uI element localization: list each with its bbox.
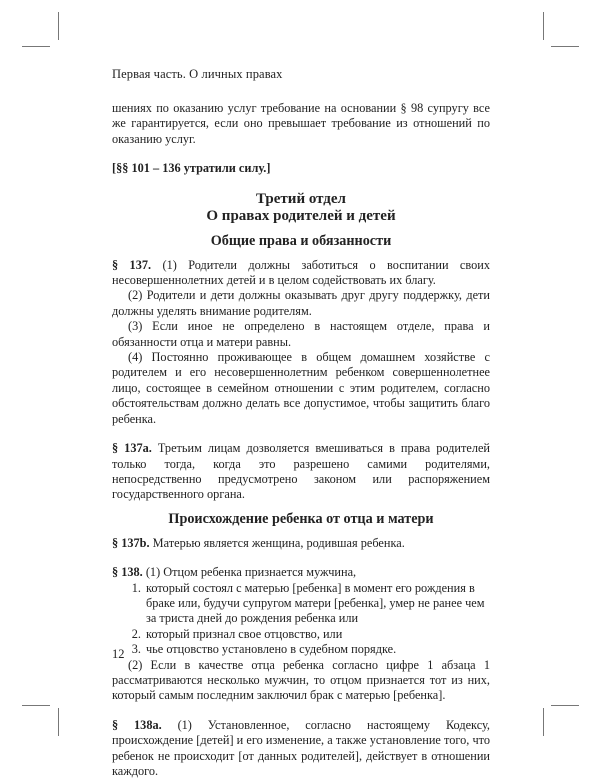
- paragraph-138-2: (2) Если в качестве отца ребенка согласно цифре 1 абзаца 1 рассматриваются несколько мужчин, то отцом признается тот из них, который самым последним заключил брак с матерью [ребенка].: [112, 657, 490, 703]
- page-number: 12: [112, 647, 125, 661]
- subsection-title-general: Общие права и обязанности: [210, 232, 392, 249]
- section-title-line2: О правах родителей и детей: [206, 207, 396, 224]
- paragraph-138-1: § 138. (1) Отцом ребенка признается мужчина,: [112, 565, 357, 580]
- crop-mark: [551, 705, 579, 706]
- repealed-note: [§§ 101 – 136 утратили силу.]: [112, 161, 271, 176]
- continuation-paragraph: шениях по оказанию услуг требование на основании § 98 супругу все же гарантируется, если оно превышает требование из отношений по оказанию услуг.: [112, 101, 490, 146]
- paragraph-137-2: (2) Родители и дети должны оказывать друг другу поддержку, дети должны уделять внимание родителям.: [112, 288, 490, 318]
- paragraph-138-list: [112, 581, 490, 658]
- paragraph-138a: § 138a. (1) Установленное, согласно настоящему Кодексу, происхождение [детей] и его изменение, а также установление того, что ребенок не происходит [от данных родителей], действует в отношении каждого.: [112, 717, 490, 778]
- crop-mark: [543, 12, 544, 40]
- paragraph-137-1: § 137. (1) Родители должны заботиться о воспитании своих несовершеннолетних детей и в целом содействовать их благу.: [112, 257, 490, 288]
- list-item: 3. чье отцовство установлено в судебном порядке.: [131, 642, 397, 657]
- crop-mark: [22, 46, 50, 47]
- paragraph-137b: § 137b. Матерью является женщина, родившая ребенка.: [112, 535, 405, 550]
- paragraph-137-3: (3) Если иное не определено в настоящем отделе, права и обязанности отца и матери равны.: [112, 319, 490, 349]
- crop-mark: [551, 46, 579, 47]
- paragraph-137a: § 137a. Третьим лицам дозволяется вмешиваться в права родителей только тогда, когда это разрешено самими родителями, непосредственно предусмотрено законом или распоряжением государственного органа.: [112, 441, 491, 502]
- list-item: 1. который состоял с матерью [ребенка] в момент его рождения в браке или, будучи супругом матери [ребенка], умер не ранее чем за триста дней до рождения ребенка или: [131, 580, 485, 626]
- crop-mark: [22, 705, 50, 706]
- paragraph-137-4: (4) Постоянно проживающее в общем домашнем хозяйстве с родителем и его несовершеннолетним ребенком совершеннолетнее лицо, состоящее в семейном отношении с этим родителем, согласно обстоятельствам должно делать все допустимое, чтобы защитить благо ребенка.: [112, 350, 490, 426]
- crop-mark: [543, 708, 544, 736]
- crop-mark: [58, 12, 59, 40]
- list-item: 2. который признал свое отцовство, или: [131, 626, 343, 641]
- subsection-title-origin: Происхождение ребенка от отца и матери: [168, 510, 434, 527]
- page-body: [112, 101, 490, 779]
- section-title-line1: Третий отдел: [256, 190, 346, 207]
- running-head: Первая часть. О личных правах: [112, 67, 283, 81]
- crop-mark: [58, 708, 59, 736]
